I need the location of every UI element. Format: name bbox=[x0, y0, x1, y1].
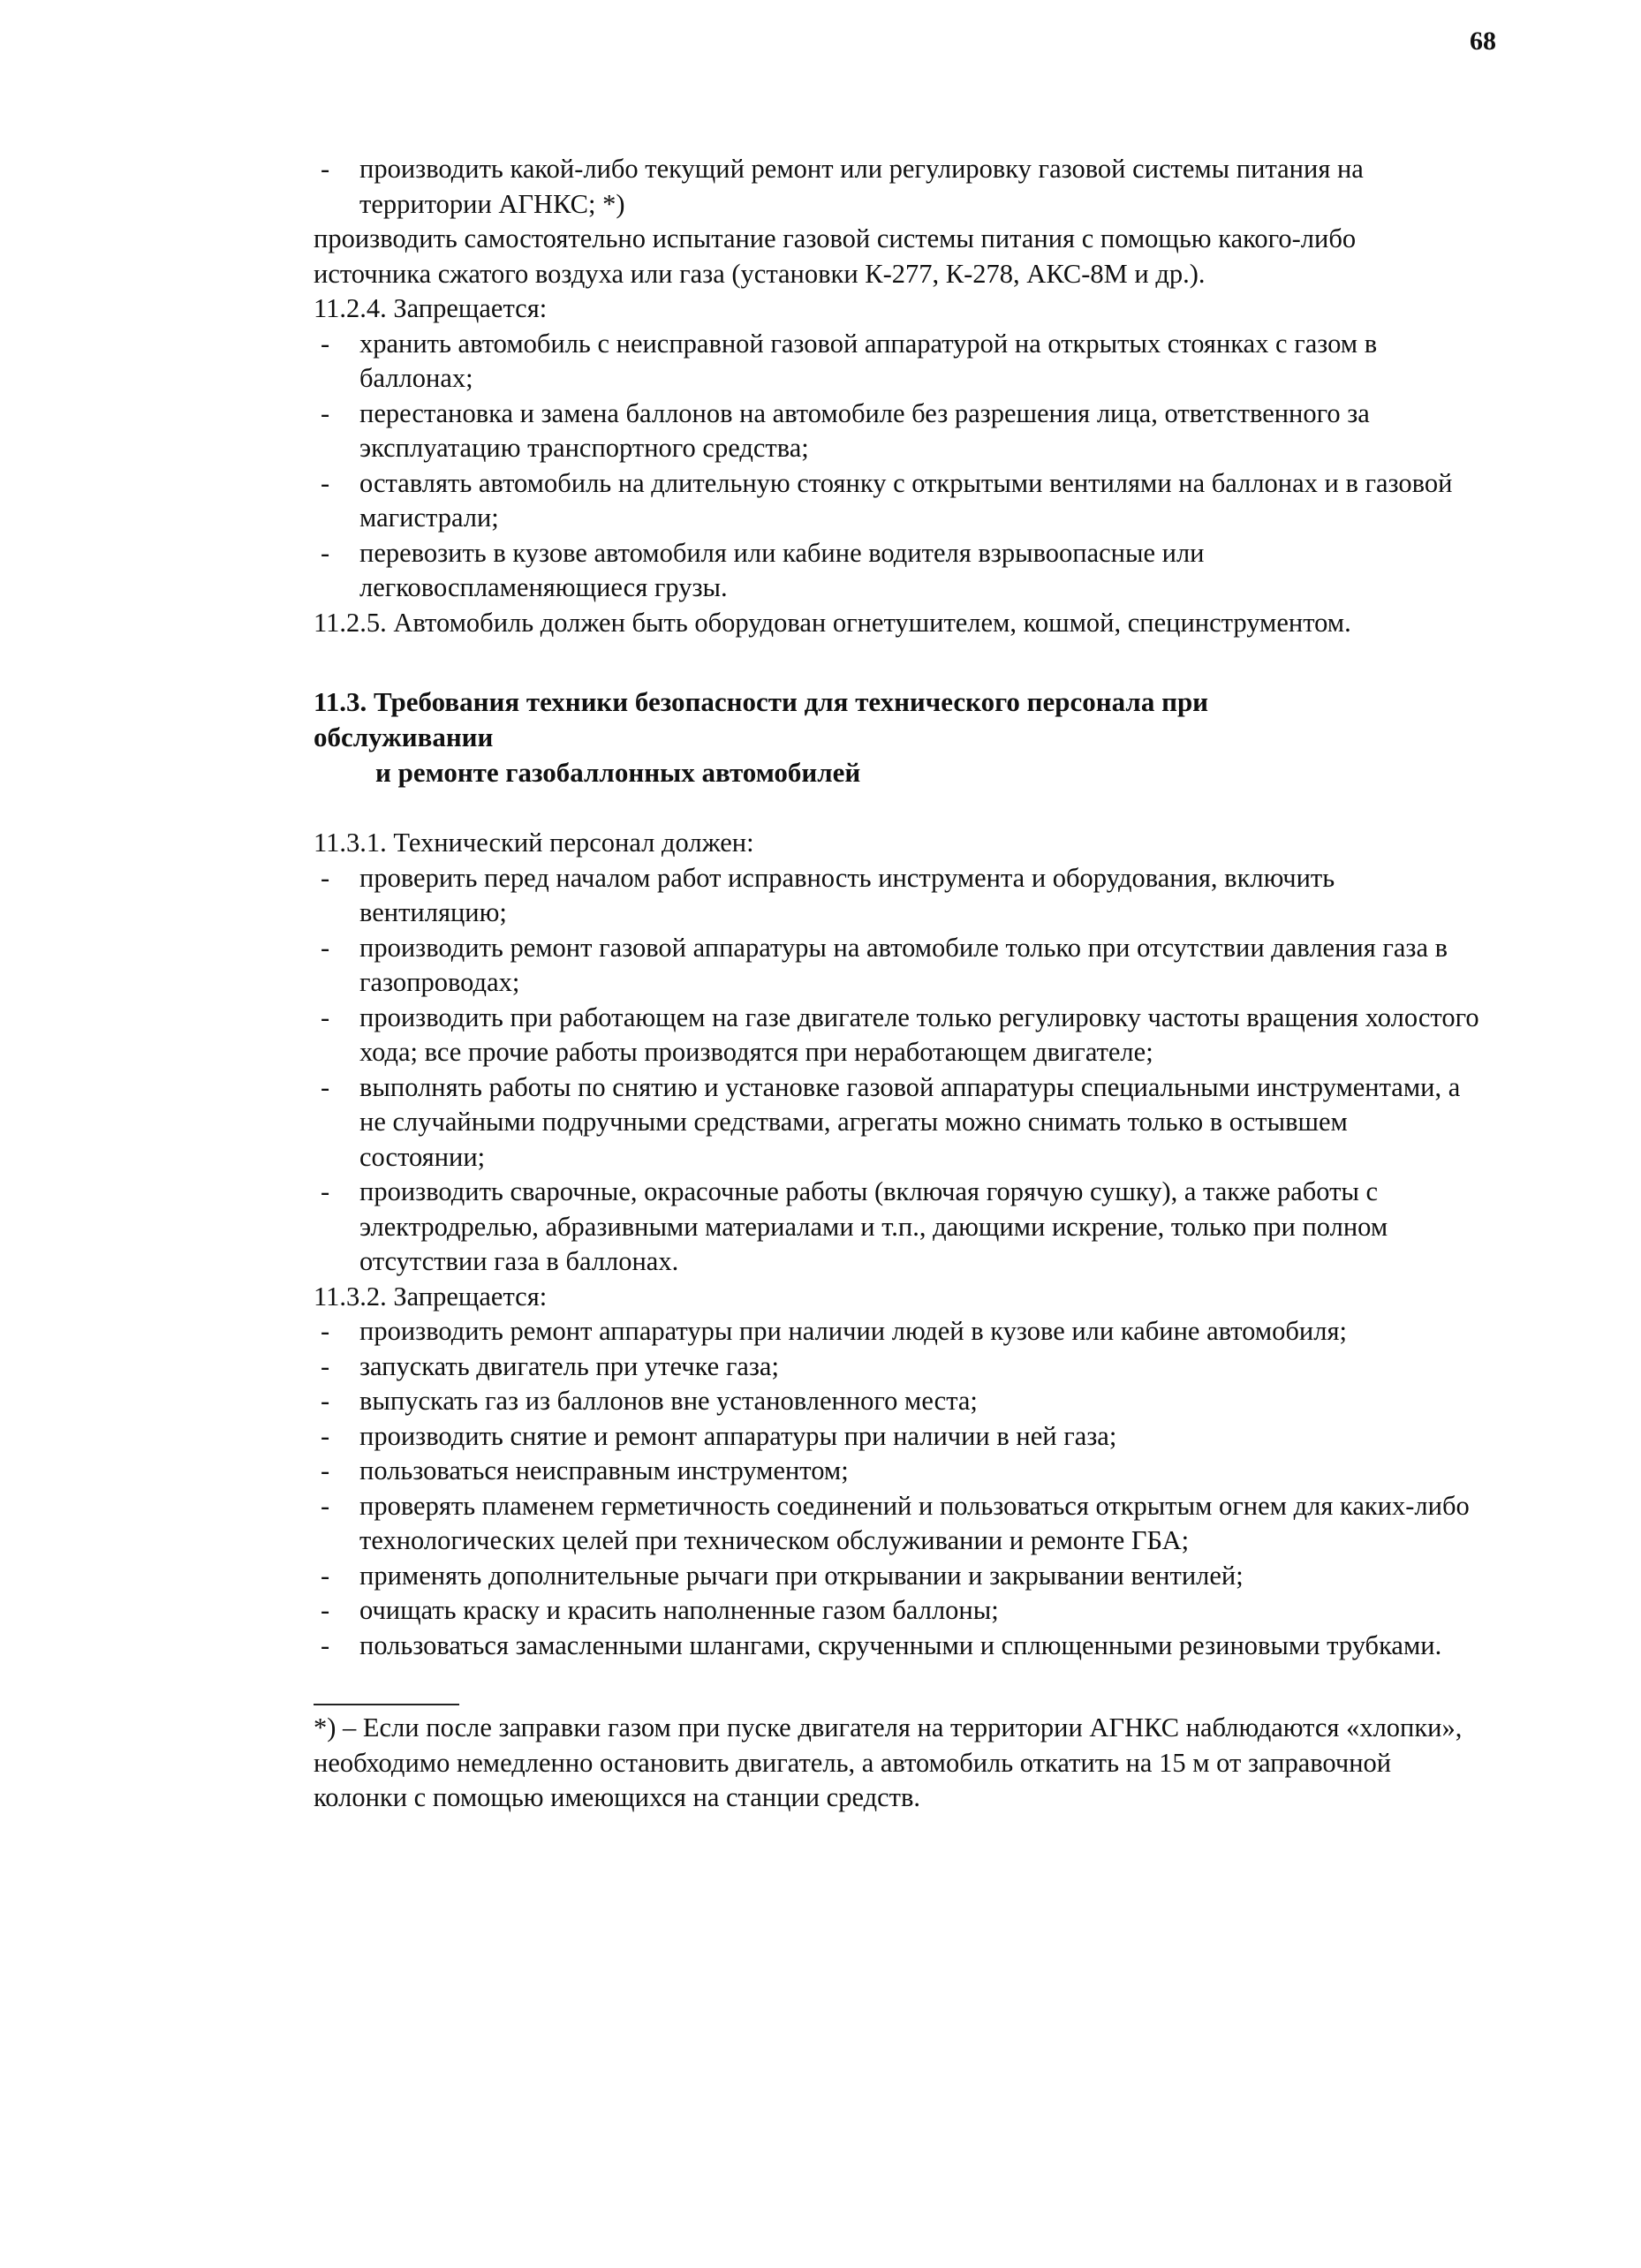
section-11-3-1-title: 11.3.1. Технический персонал должен: bbox=[314, 828, 754, 858]
list-item: - производить сварочные, окрасочные работы (включая горячую сушку), а также работы с электродрелью, абразивными материалами и т.п., дающими искрение, только при полном отсутствии газа в баллонах. bbox=[314, 1175, 1479, 1280]
list-item: - производить снятие и ремонт аппаратуры при наличии в ней газа; bbox=[314, 1419, 1479, 1455]
section-11-3-2-title: 11.3.2. Запрещается: bbox=[314, 1281, 548, 1312]
list-item: - оставлять автомобиль на длительную стоянку с открытыми вентилями на баллонах и в газовой магистрали; bbox=[314, 466, 1479, 536]
section-11-3-heading bbox=[314, 684, 1479, 790]
section-11-2-5: 11.2.5. Автомобиль должен быть оборудован огнетушителем, кошмой, специнструментом. bbox=[314, 607, 1351, 638]
list-item: - пользоваться замасленными шлангами, скрученными и сплющенными резиновыми трубками. bbox=[314, 1629, 1479, 1664]
list-item: - проверять пламенем герметичность соединений и пользоваться открытым огнем для каких-либо технологических целей при техническом обслуживании и ремонте ГБА; bbox=[314, 1489, 1479, 1559]
paragraph: производить самостоятельно испытание газовой системы питания с помощью какого-либо источника сжатого воздуха или газа (установки К-277, К-278, АКС-8М и др.). bbox=[314, 223, 1357, 289]
section-11-2-4-title: 11.2.4. Запрещается: bbox=[314, 293, 548, 323]
list-item: - применять дополнительные рычаги при открывании и закрывании вентилей; bbox=[314, 1559, 1479, 1594]
list-item: - запускать двигатель при утечке газа; bbox=[314, 1349, 1479, 1385]
list-item: - перестановка и замена баллонов на автомобиле без разрешения лица, ответственного за эксплуатацию транспортного средства; bbox=[314, 397, 1479, 466]
heading-line: и ремонте газобаллонных автомобилей bbox=[375, 757, 861, 788]
list-item: - производить при работающем на газе двигателе только регулировку частоты вращения холостого хода; все прочие работы производятся при неработающем двигателе; bbox=[314, 1001, 1479, 1070]
heading-line: обслуживании bbox=[314, 722, 494, 752]
list-item: - перевозить в кузове автомобиля или кабине водителя взрывоопасные или легковоспламеняющиеся грузы. bbox=[314, 536, 1479, 606]
list-item: - пользоваться неисправным инструментом; bbox=[314, 1454, 1479, 1489]
list-item: - производить ремонт аппаратуры при наличии людей в кузове или кабине автомобиля; bbox=[314, 1314, 1479, 1349]
list-item: - выпускать газ из баллонов вне установленного места; bbox=[314, 1384, 1479, 1419]
list-item: - выполнять работы по снятию и установке газовой аппаратуры специальными инструментами, а не случайными подручными средствами, агрегаты можно снимать только в остывшем состоянии; bbox=[314, 1070, 1479, 1176]
page-number: 68 bbox=[1470, 26, 1496, 56]
footnote-separator bbox=[314, 1704, 459, 1705]
footnote: *) – Если после заправки газом при пуске двигателя на территории АГНКС наблюдаются «хлопки», необходимо немедленно остановить двигатель, а автомобиль откатить на 15 м от заправочной колонки с помощью имеющихся на станции средств. bbox=[314, 1712, 1463, 1812]
list-item: - проверить перед началом работ исправность инструмента и оборудования, включить вентиляцию; bbox=[314, 861, 1479, 931]
list-item: - производить какой-либо текущий ремонт или регулировку газовой системы питания на территории АГНКС; *) bbox=[314, 152, 1479, 222]
list-item: - производить ремонт газовой аппаратуры на автомобиле только при отсутствии давления газа в газопроводах; bbox=[314, 931, 1479, 1001]
list-item: - очищать краску и красить наполненные газом баллоны; bbox=[314, 1593, 1479, 1629]
heading-line: 11.3. Требования техники безопасности для технического персонала при bbox=[314, 686, 1209, 717]
list-item: - хранить автомобиль с неисправной газовой аппаратурой на открытых стоянках с газом в баллонах; bbox=[314, 327, 1479, 397]
document-body bbox=[314, 152, 1479, 1816]
